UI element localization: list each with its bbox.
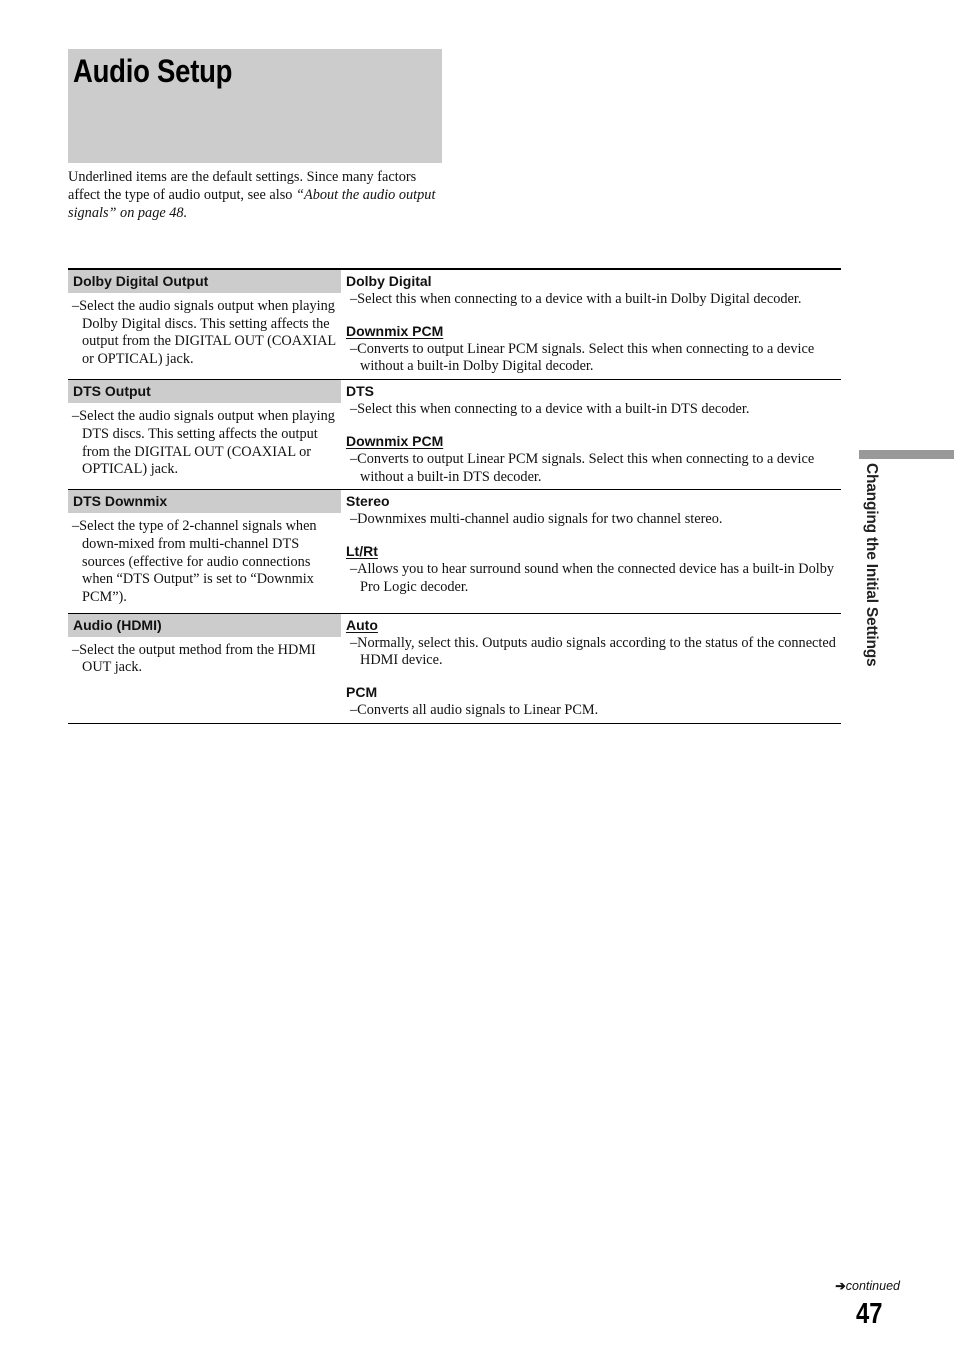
setting-description [68, 513, 341, 613]
options-cell [341, 380, 841, 490]
option-name: PCM [346, 684, 378, 701]
option [346, 320, 841, 379]
option-description [346, 511, 841, 532]
setting-name: Audio (HDMI) [68, 614, 341, 637]
option [346, 380, 841, 422]
intro-paragraph [68, 168, 448, 222]
intro-text: Underlined items are the default settings. Since many factors affect the type of audio output, see also [68, 169, 417, 203]
continued-note [835, 1278, 900, 1293]
setting-name: Dolby Digital Output [68, 270, 341, 293]
continued-label: continued [845, 1279, 900, 1293]
dash-bullet: – [72, 408, 80, 425]
options-cell [341, 613, 841, 723]
option-description-text: Converts to output Linear PCM signals. Select this when connecting to a device without a built-in Dolby Digital decoder. [357, 340, 815, 375]
option-description-text: Allows you to hear surround sound when the connected device has a built-in Dolby Pro Logic decoder. [357, 560, 835, 595]
option-description-text: Converts to output Linear PCM signals. Select this when connecting to a device without a built-in DTS decoder. [357, 450, 815, 485]
option-description-text: Converts all audio signals to Linear PCM. [357, 702, 599, 719]
page-title: Audio Setup [73, 53, 233, 89]
option [346, 614, 841, 673]
setting-row [68, 380, 841, 490]
option-name-default: Auto [346, 616, 378, 633]
setting-description-text: Select the audio signals output when playing Dolby Digital discs. This setting affects the output from the DIGITAL OUT (COAXIAL or OPTICAL) jack. [79, 298, 336, 368]
option-description [346, 401, 841, 422]
page-number: 47 [856, 1298, 883, 1330]
setting-description-text: Select the type of 2-channel signals when down-mixed from multi-channel DTS sources (effective for audio connections when “DTS Output” is set to “Downmix PCM”). [79, 518, 317, 606]
option [346, 490, 841, 532]
option [346, 540, 841, 599]
options-cell [341, 269, 841, 380]
options-cell [341, 490, 841, 614]
setting-cell [68, 380, 341, 490]
option-name: Dolby Digital [346, 273, 432, 289]
setting-row [68, 490, 841, 614]
option-description-text: Select this when connecting to a device with a built-in DTS decoder. [357, 401, 750, 418]
option-name: Stereo [346, 493, 390, 510]
title-block [68, 49, 442, 163]
setting-name: DTS Output [68, 380, 341, 403]
option-description [346, 451, 841, 489]
dash-bullet: – [350, 560, 358, 577]
dash-bullet: – [350, 634, 358, 651]
option-description [346, 291, 841, 312]
arrow-right-icon: ➔ [835, 1279, 846, 1293]
dash-bullet: – [350, 401, 358, 418]
setting-description-text: Select the output method from the HDMI OUT jack. [79, 641, 316, 676]
dash-bullet: – [72, 298, 80, 314]
setting-description [68, 637, 341, 683]
option [346, 681, 841, 723]
settings-table [68, 268, 841, 724]
setting-cell [68, 490, 341, 614]
dash-bullet: – [350, 291, 358, 307]
dash-bullet: – [72, 641, 80, 658]
option-description-text: Downmixes multi-channel audio signals for two channel stereo. [357, 511, 723, 528]
setting-description [68, 293, 341, 375]
option [346, 430, 841, 489]
intro-reference: “About the audio output signals” on page 48. [68, 187, 436, 221]
option-name-default: Downmix PCM [346, 322, 444, 339]
setting-name: DTS Downmix [68, 490, 341, 513]
option [346, 270, 841, 312]
option-description [346, 561, 841, 599]
option-description-text: Select this when connecting to a device with a built-in Dolby Digital decoder. [357, 291, 802, 307]
setting-description [68, 403, 341, 485]
option-description-text: Normally, select this. Outputs audio signals according to the status of the connected HDMI device. [357, 634, 836, 669]
dash-bullet: – [350, 340, 358, 357]
side-tab-label: Changing the Initial Settings [863, 463, 880, 667]
dash-bullet: – [72, 518, 80, 535]
option-description [346, 702, 841, 723]
setting-description-text: Select the audio signals output when playing DTS discs. This setting affects the output from the DIGITAL OUT (COAXIAL or OPTICAL) jack. [79, 408, 335, 478]
option-description [346, 341, 841, 379]
setting-cell [68, 613, 341, 723]
side-tab-bar [859, 450, 954, 459]
option-name-default: Lt/Rt [346, 542, 378, 559]
option-name-default: Downmix PCM [346, 432, 444, 449]
option-description [346, 635, 841, 673]
option-name: DTS [346, 383, 374, 400]
dash-bullet: – [350, 702, 358, 719]
setting-row [68, 613, 841, 723]
dash-bullet: – [350, 511, 358, 528]
dash-bullet: – [350, 450, 358, 467]
setting-cell [68, 269, 341, 380]
setting-row [68, 269, 841, 380]
